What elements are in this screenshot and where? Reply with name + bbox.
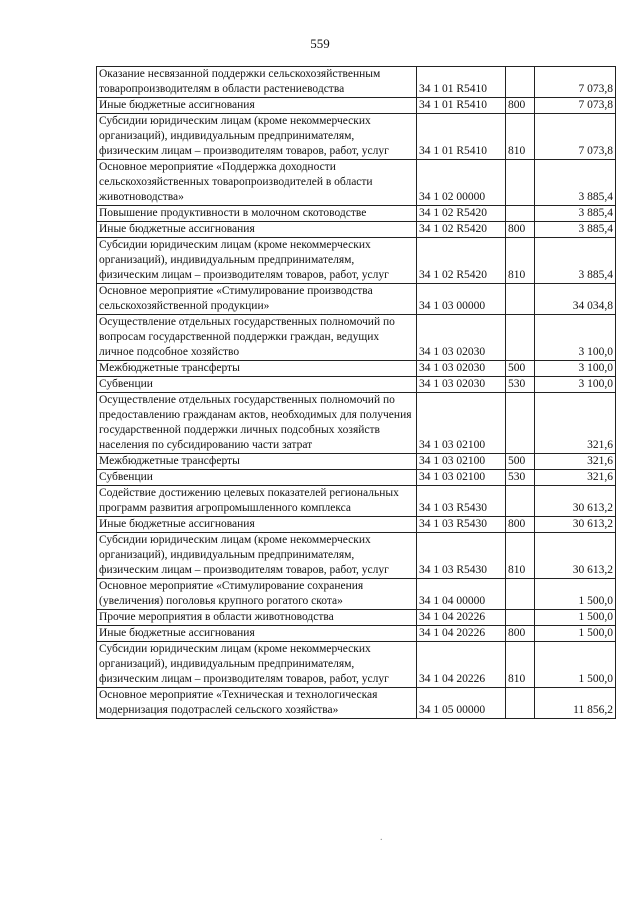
row-expense-type-cell [506, 160, 535, 206]
row-expense-type-cell: 500 [506, 454, 535, 470]
row-code-cell: 34 1 03 R5430 [417, 486, 506, 517]
table-row [97, 315, 616, 361]
row-name-cell: Содействие достижению целевых показателей региональных программ развития агропромышленного комплекса [97, 486, 417, 517]
row-name-cell: Иные бюджетные ассигнования [97, 626, 417, 642]
table-row [97, 361, 616, 377]
row-name-cell: Иные бюджетные ассигнования [97, 517, 417, 533]
row-code-cell: 34 1 03 02030 [417, 361, 506, 377]
row-expense-type-cell [506, 610, 535, 626]
row-expense-type-cell: 530 [506, 377, 535, 393]
row-expense-type-cell: 810 [506, 114, 535, 160]
row-code-cell: 34 1 03 R5430 [417, 517, 506, 533]
row-amount-cell: 7 073,8 [535, 114, 616, 160]
row-name-cell: Повышение продуктивности в молочном скотоводстве [97, 206, 417, 222]
table-row [97, 454, 616, 470]
row-name-cell: Субсидии юридическим лицам (кроме некоммерческих организаций), индивидуальным предпринимателям, физическим лицам – производителям товаров, работ, услуг [97, 114, 417, 160]
table-row [97, 642, 616, 688]
row-code-cell: 34 1 04 20226 [417, 610, 506, 626]
row-code-cell: 34 1 03 R5430 [417, 533, 506, 579]
row-expense-type-cell: 800 [506, 517, 535, 533]
row-name-cell: Иные бюджетные ассигнования [97, 222, 417, 238]
row-expense-type-cell [506, 393, 535, 454]
table-row [97, 533, 616, 579]
row-code-cell: 34 1 03 02030 [417, 315, 506, 361]
row-code-cell: 34 1 01 R5410 [417, 98, 506, 114]
row-code-cell: 34 1 02 R5420 [417, 222, 506, 238]
page-number: 559 [310, 36, 330, 51]
row-code-cell: 34 1 03 00000 [417, 284, 506, 315]
row-code-cell: 34 1 03 02100 [417, 470, 506, 486]
row-expense-type-cell [506, 486, 535, 517]
row-name-cell: Осуществление отдельных государственных полномочий по вопросам государственной поддержки граждан, ведущих личное подсобное хозяйство [97, 315, 417, 361]
row-code-cell: 34 1 04 20226 [417, 642, 506, 688]
table-row [97, 393, 616, 454]
row-code-cell: 34 1 05 00000 [417, 688, 506, 719]
row-amount-cell: 34 034,8 [535, 284, 616, 315]
row-name-cell: Субсидии юридическим лицам (кроме некоммерческих организаций), индивидуальным предпринимателям, физическим лицам – производителям товаров, работ, услуг [97, 238, 417, 284]
table-row [97, 238, 616, 284]
table-row [97, 284, 616, 315]
row-expense-type-cell: 800 [506, 222, 535, 238]
budget-table-body [97, 67, 616, 719]
table-row [97, 67, 616, 98]
row-code-cell: 34 1 01 R5410 [417, 114, 506, 160]
row-amount-cell: 7 073,8 [535, 98, 616, 114]
footer-mark: . [380, 832, 383, 843]
table-row [97, 222, 616, 238]
table-row [97, 377, 616, 393]
row-name-cell: Иные бюджетные ассигнования [97, 98, 417, 114]
row-expense-type-cell: 810 [506, 533, 535, 579]
row-name-cell: Осуществление отдельных государственных полномочий по предоставлению гражданам актов, необходимых для получения государственной поддержки личных подсобных хозяйств населения по субсидированию части затрат [97, 393, 417, 454]
row-amount-cell: 1 500,0 [535, 626, 616, 642]
row-name-cell: Субвенции [97, 377, 417, 393]
row-name-cell: Межбюджетные трансферты [97, 361, 417, 377]
row-code-cell: 34 1 02 R5420 [417, 206, 506, 222]
row-name-cell: Основное мероприятие «Стимулирование сохранения (увеличения) поголовья крупного рогатого скота» [97, 579, 417, 610]
row-expense-type-cell [506, 315, 535, 361]
row-name-cell: Прочие мероприятия в области животноводства [97, 610, 417, 626]
table-row [97, 688, 616, 719]
table-row [97, 517, 616, 533]
row-amount-cell: 3 885,4 [535, 206, 616, 222]
row-amount-cell: 3 100,0 [535, 315, 616, 361]
row-name-cell: Основное мероприятие «Поддержка доходности сельскохозяйственных товаропроизводителей в области животноводства» [97, 160, 417, 206]
row-amount-cell: 30 613,2 [535, 533, 616, 579]
row-expense-type-cell [506, 206, 535, 222]
row-name-cell: Субсидии юридическим лицам (кроме некоммерческих организаций), индивидуальным предпринимателям, физическим лицам – производителям товаров, работ, услуг [97, 642, 417, 688]
row-amount-cell: 3 885,4 [535, 222, 616, 238]
row-amount-cell: 30 613,2 [535, 517, 616, 533]
row-code-cell: 34 1 03 02030 [417, 377, 506, 393]
row-code-cell: 34 1 04 00000 [417, 579, 506, 610]
row-expense-type-cell: 800 [506, 626, 535, 642]
row-name-cell: Субсидии юридическим лицам (кроме некоммерческих организаций), индивидуальным предпринимателям, физическим лицам – производителям товаров, работ, услуг [97, 533, 417, 579]
row-amount-cell: 11 856,2 [535, 688, 616, 719]
row-name-cell: Субвенции [97, 470, 417, 486]
row-expense-type-cell [506, 688, 535, 719]
row-name-cell: Оказание несвязанной поддержки сельскохозяйственным товаропроизводителям в области растениеводства [97, 67, 417, 98]
table-row [97, 610, 616, 626]
row-expense-type-cell [506, 284, 535, 315]
table-row [97, 626, 616, 642]
row-code-cell: 34 1 02 R5420 [417, 238, 506, 284]
row-expense-type-cell: 810 [506, 642, 535, 688]
row-amount-cell: 3 885,4 [535, 160, 616, 206]
row-code-cell: 34 1 04 20226 [417, 626, 506, 642]
row-expense-type-cell: 530 [506, 470, 535, 486]
row-name-cell: Основное мероприятие «Техническая и технологическая модернизация подотраслей сельского хозяйства» [97, 688, 417, 719]
row-amount-cell: 1 500,0 [535, 610, 616, 626]
table-row [97, 579, 616, 610]
row-expense-type-cell: 500 [506, 361, 535, 377]
row-code-cell: 34 1 02 00000 [417, 160, 506, 206]
row-code-cell: 34 1 03 02100 [417, 393, 506, 454]
table-row [97, 114, 616, 160]
row-expense-type-cell: 810 [506, 238, 535, 284]
table-row [97, 470, 616, 486]
row-amount-cell: 321,6 [535, 470, 616, 486]
row-amount-cell: 321,6 [535, 454, 616, 470]
table-row [97, 206, 616, 222]
row-code-cell: 34 1 01 R5410 [417, 67, 506, 98]
budget-table [96, 66, 616, 719]
row-amount-cell: 321,6 [535, 393, 616, 454]
row-amount-cell: 3 100,0 [535, 377, 616, 393]
row-amount-cell: 1 500,0 [535, 642, 616, 688]
row-amount-cell: 1 500,0 [535, 579, 616, 610]
row-name-cell: Межбюджетные трансферты [97, 454, 417, 470]
row-expense-type-cell [506, 579, 535, 610]
row-amount-cell: 30 613,2 [535, 486, 616, 517]
table-row [97, 160, 616, 206]
table-row [97, 98, 616, 114]
table-row [97, 486, 616, 517]
row-amount-cell: 7 073,8 [535, 67, 616, 98]
row-amount-cell: 3 100,0 [535, 361, 616, 377]
row-expense-type-cell: 800 [506, 98, 535, 114]
row-expense-type-cell [506, 67, 535, 98]
row-code-cell: 34 1 03 02100 [417, 454, 506, 470]
row-name-cell: Основное мероприятие «Стимулирование производства сельскохозяйственной продукции» [97, 284, 417, 315]
row-amount-cell: 3 885,4 [535, 238, 616, 284]
